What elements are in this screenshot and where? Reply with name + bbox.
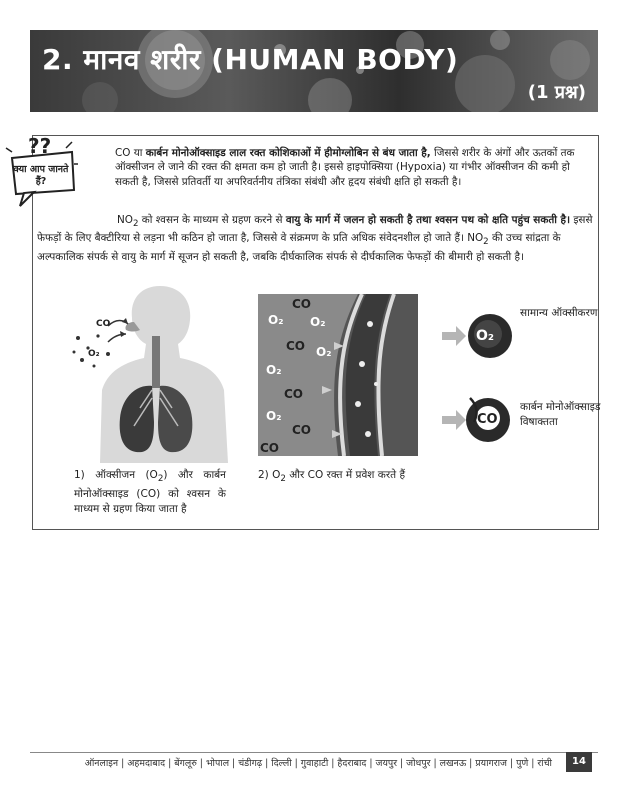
oxygen-blood-cell-icon bbox=[440, 308, 512, 360]
co-paragraph bbox=[115, 146, 593, 189]
vessel-label: O₂ bbox=[268, 313, 284, 327]
subscript: 2 bbox=[132, 219, 139, 230]
vessel-label: O₂ bbox=[266, 363, 282, 377]
text-segment: जिससे शरीर के अंगों और ऊतकों तक ऑक्सीजन ले जाने की रक्त की क्षमता कम हो जाती है। इससे हाइपोक्सिया (Hypoxia) या गंभीर ऑक्सीजन की कमी हो सकती है, जिससे प्रतिवर्ती या अपरिवर्तनीय तंत्रिका संबंधी और हृदय संबंधी क्षति हो सकती है। bbox=[115, 147, 575, 188]
vessel-label: O₂ bbox=[310, 315, 326, 329]
did-you-know-label: क्या आप जानते हैं? bbox=[13, 164, 69, 187]
vessel-label: CO bbox=[292, 423, 312, 437]
footer-cities: ऑनलाइन | अहमदाबाद | बेंगलूरु | भोपाल | चंडीगढ़ | दिल्ली | गुवाहाटी | हैदराबाद | जयपुर | जोधपुर | लखनऊ | प्रयागराज | पुणे | रांची bbox=[84, 758, 552, 769]
cell-o2-label: O₂ bbox=[476, 328, 495, 344]
text-segment: 2) O bbox=[258, 469, 281, 481]
text-segment: CO या bbox=[115, 147, 146, 159]
vessel-label: CO bbox=[292, 297, 312, 311]
co-poisoning-cell-icon bbox=[440, 392, 512, 444]
subscript: 2 bbox=[280, 474, 286, 485]
bold-segment: वायु के मार्ग में जलन हो सकती है तथा श्वसन पथ को क्षति पहुंच सकती है। bbox=[285, 214, 571, 226]
question-marks: ?? bbox=[28, 134, 52, 158]
figure1-caption bbox=[74, 468, 226, 517]
page-title: 2. मानव शरीर (HUMAN BODY) bbox=[42, 43, 459, 76]
cell-co-label: CO bbox=[477, 412, 498, 427]
no2-paragraph bbox=[37, 213, 593, 264]
text-segment: और CO रक्त में प्रवेश करते हैं bbox=[285, 469, 406, 481]
blood-vessel-illustration bbox=[258, 294, 418, 456]
co-label: CO bbox=[96, 319, 111, 329]
text-segment: को श्वसन के माध्यम से ग्रहण करने से bbox=[138, 214, 286, 226]
vessel-label: CO bbox=[260, 441, 280, 455]
header-banner bbox=[30, 30, 598, 112]
co-poisoning-caption: कार्बन मोनोऑक्साइड विषाक्तता bbox=[520, 401, 601, 428]
lungs-breathing-illustration bbox=[68, 278, 243, 463]
footer-divider bbox=[30, 752, 598, 753]
vessel-label: O₂ bbox=[316, 345, 332, 359]
text-segment: 1) ऑक्सीजन (O bbox=[74, 469, 158, 481]
figure2-caption bbox=[258, 468, 418, 487]
did-you-know-badge bbox=[2, 128, 80, 208]
subscript: 2 bbox=[483, 237, 489, 248]
subscript: 2 bbox=[157, 474, 164, 485]
text-segment: की उच्च सांद्रता के अल्पकालिक संपर्क से वायु के मार्ग में सूजन हो सकती है, जबकि दीर्घकालिक संपर्क से दीर्घकालिक फेफड़ों की बीमारी हो सकती है। bbox=[37, 232, 561, 263]
text-segment: इससे फेफड़ों के लिए बैक्टीरिया से लड़ना भी कठिन हो जाता है, जिससे वे संक्रमण के प्रति अधिक संवेदनशील हो जाते हैं। NO bbox=[37, 214, 593, 245]
page-number: 14 bbox=[566, 752, 592, 772]
vessel-label: CO bbox=[284, 387, 304, 401]
normal-oxidation-caption: सामान्य ऑक्सीकरण bbox=[520, 307, 598, 319]
question-count: (1 प्रश्न) bbox=[527, 82, 586, 103]
text-segment: NO bbox=[117, 214, 133, 226]
bold-segment: कार्बन मोनोऑक्साइड लाल रक्त कोशिकाओं में हीमोग्लोबिन से बंध जाता है, bbox=[145, 147, 431, 159]
o2-label: O₂ bbox=[88, 349, 100, 359]
text-segment: ) और कार्बन मोनोऑक्साइड (CO) को श्वसन के माध्यम से ग्रहण किया जाता है bbox=[74, 469, 226, 516]
vessel-label: CO bbox=[286, 339, 306, 353]
vessel-label: O₂ bbox=[266, 409, 282, 423]
